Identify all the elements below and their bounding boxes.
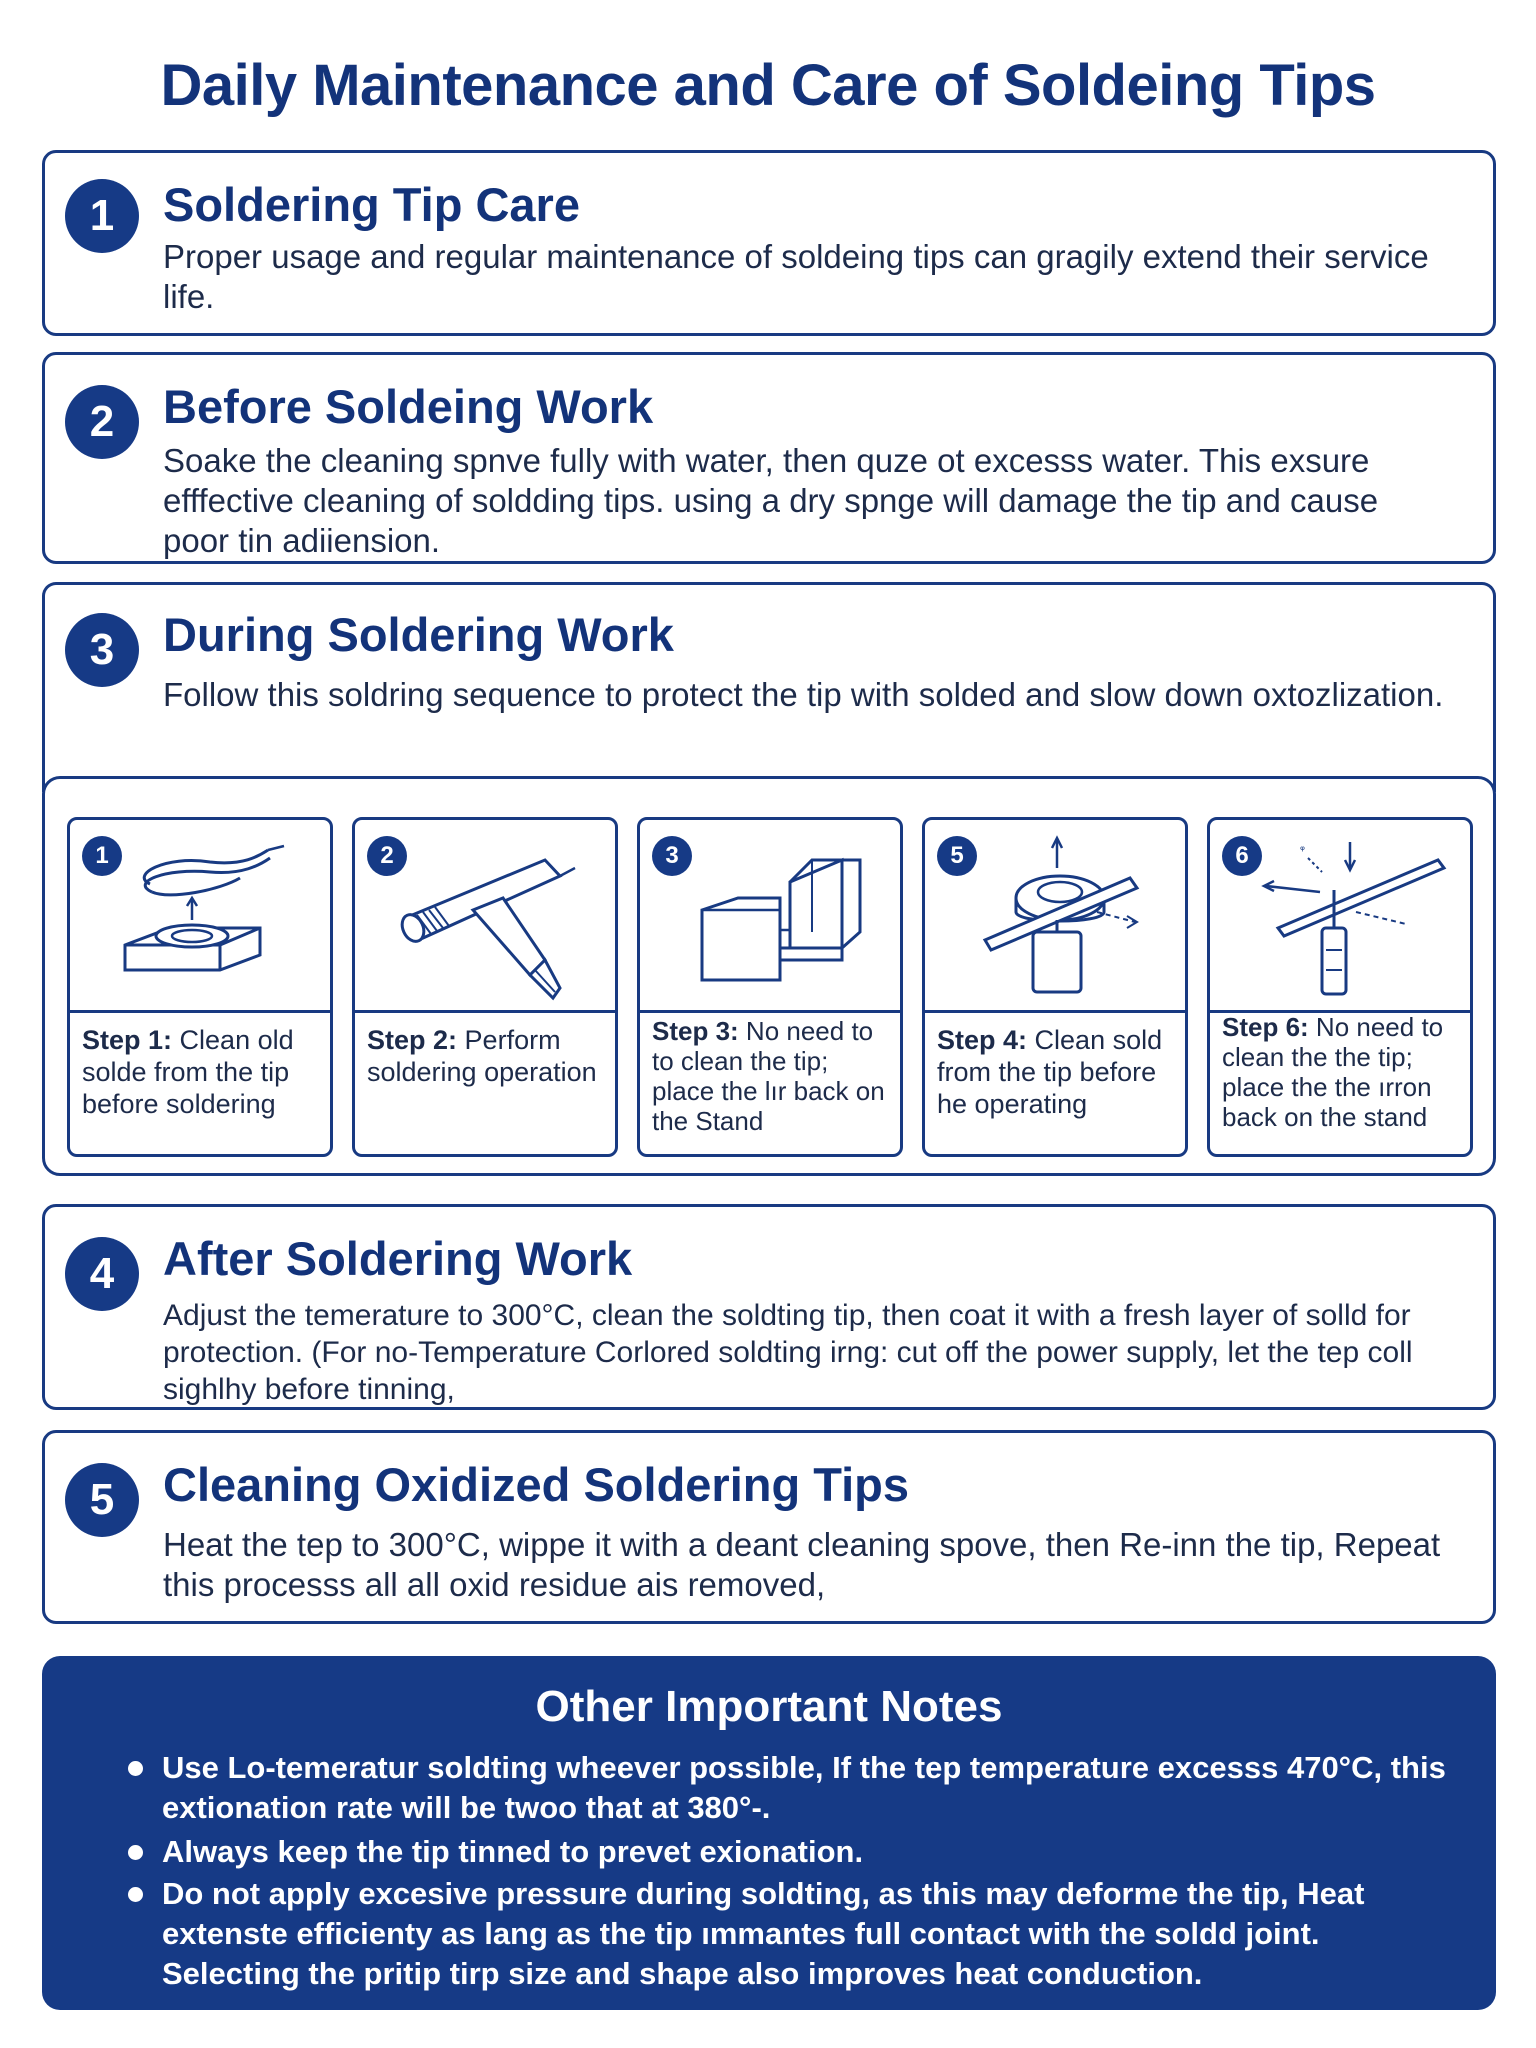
note-item: [162, 1748, 1456, 1828]
step-label: Step 3:: [652, 1016, 739, 1046]
section-number-badge: 5: [65, 1463, 139, 1537]
section-body: Proper usage and regular maintenance of soldeing tips can gragily extend their service life.: [163, 238, 1429, 315]
step-number-badge: 6: [1222, 836, 1262, 876]
bullet-icon: [128, 1761, 143, 1776]
section-tip-care: [42, 150, 1496, 336]
section-during-soldering: [42, 582, 1496, 792]
step-card-2: [352, 817, 618, 1157]
step-card-1: [67, 817, 333, 1157]
step-caption: [82, 1024, 320, 1120]
step-card-3: [637, 817, 903, 1157]
step-card-4: [922, 817, 1188, 1157]
section-number-badge: 4: [65, 1237, 139, 1311]
section-heading: Cleaning Oxidized Soldering Tips: [163, 1458, 910, 1511]
step-caption: [652, 1016, 890, 1136]
step-text: Clean sold from the tip before he operating: [937, 1025, 1163, 1119]
step-caption: [367, 1024, 605, 1088]
step-number-badge: 3: [652, 836, 692, 876]
note-text: Always keep the tip tinned to prevet exionation.: [162, 1834, 864, 1869]
step-number-badge: 2: [367, 836, 407, 876]
step-text: No need to clean the the tip; place the the ırron back on the stand: [1222, 1012, 1444, 1132]
step-label: Step 1:: [82, 1025, 173, 1055]
section-body: Heat the tep to 300°C, wippe it with a deant cleaning spove, then Re-inn the tip, Repeat this processs all all oxid residue ais removed,: [163, 1526, 1441, 1603]
step-text: Perform soldering operation: [367, 1025, 597, 1087]
step-caption: [937, 1024, 1175, 1120]
section-heading: After Soldering Work: [163, 1232, 633, 1285]
bullet-icon: [128, 1845, 143, 1860]
step-text: Clean old solde from the tip before soldering: [82, 1025, 294, 1119]
note-item: [162, 1832, 1456, 1872]
step-text: No need to to clean the tip; place the lır back on the Stand: [652, 1016, 885, 1136]
step-label: Step 6:: [1222, 1012, 1309, 1042]
step-card-5: [1207, 817, 1473, 1157]
soldering-sequence-panel: [42, 776, 1496, 1176]
step-label: Step 4:: [937, 1025, 1028, 1055]
note-item: [162, 1874, 1456, 1994]
section-heading: During Soldering Work: [163, 608, 674, 661]
section-number-badge: 1: [65, 179, 139, 253]
note-text: Do not apply excesive pressure during soldting, as this may deforme the tip, Heat extenste efficienty as lang as the tip ımmantes full contact with the soldd joint. Selecting the pritip tirp size and shape also improves heat conduction.: [162, 1876, 1365, 1991]
section-cleaning-oxidized: [42, 1430, 1496, 1624]
section-number-badge: 3: [65, 613, 139, 687]
svg-text:ᵠ: ᵠ: [1300, 843, 1305, 857]
step-label: Step 2:: [367, 1025, 458, 1055]
section-body: Adjust the temerature to 300°C, clean the soldting tip, then coat it with a fresh layer of solld for protection. (For no-Temperature Corlored soldting irng: cut off the power supply, let the tep coll sighlhy before tinning,: [163, 1299, 1413, 1406]
section-heading: Before Soldeing Work: [163, 380, 654, 433]
page-title: Daily Maintenance and Care of Soldeing Tips: [160, 53, 1376, 118]
notes-heading: Other Important Notes: [535, 1682, 1003, 1731]
important-notes-panel: [42, 1656, 1496, 2010]
section-before-soldering: [42, 352, 1496, 564]
section-after-soldering: [42, 1204, 1496, 1410]
section-body: Soake the cleaning spnve fully with water, then quze ot excesss water. This exsure efffective cleaning of soldding tips. using a dry spnge will damage the tip and cause poor tin adiiension.: [163, 442, 1379, 559]
step-number-badge: 5: [937, 836, 977, 876]
section-heading: Soldering Tip Care: [163, 178, 580, 231]
section-number-badge: 2: [65, 385, 139, 459]
step-number-badge: 1: [82, 836, 122, 876]
section-body: Follow this soldring sequence to protect the tip with solded and slow down oxtozlization.: [163, 676, 1444, 713]
step-caption: [1222, 1012, 1460, 1132]
note-text: Use Lo-temeratur soldting wheever possible, If the tep temperature excesss 470°C, this extionation rate will be twoo that at 380°-.: [162, 1750, 1446, 1825]
bullet-icon: [128, 1887, 143, 1902]
